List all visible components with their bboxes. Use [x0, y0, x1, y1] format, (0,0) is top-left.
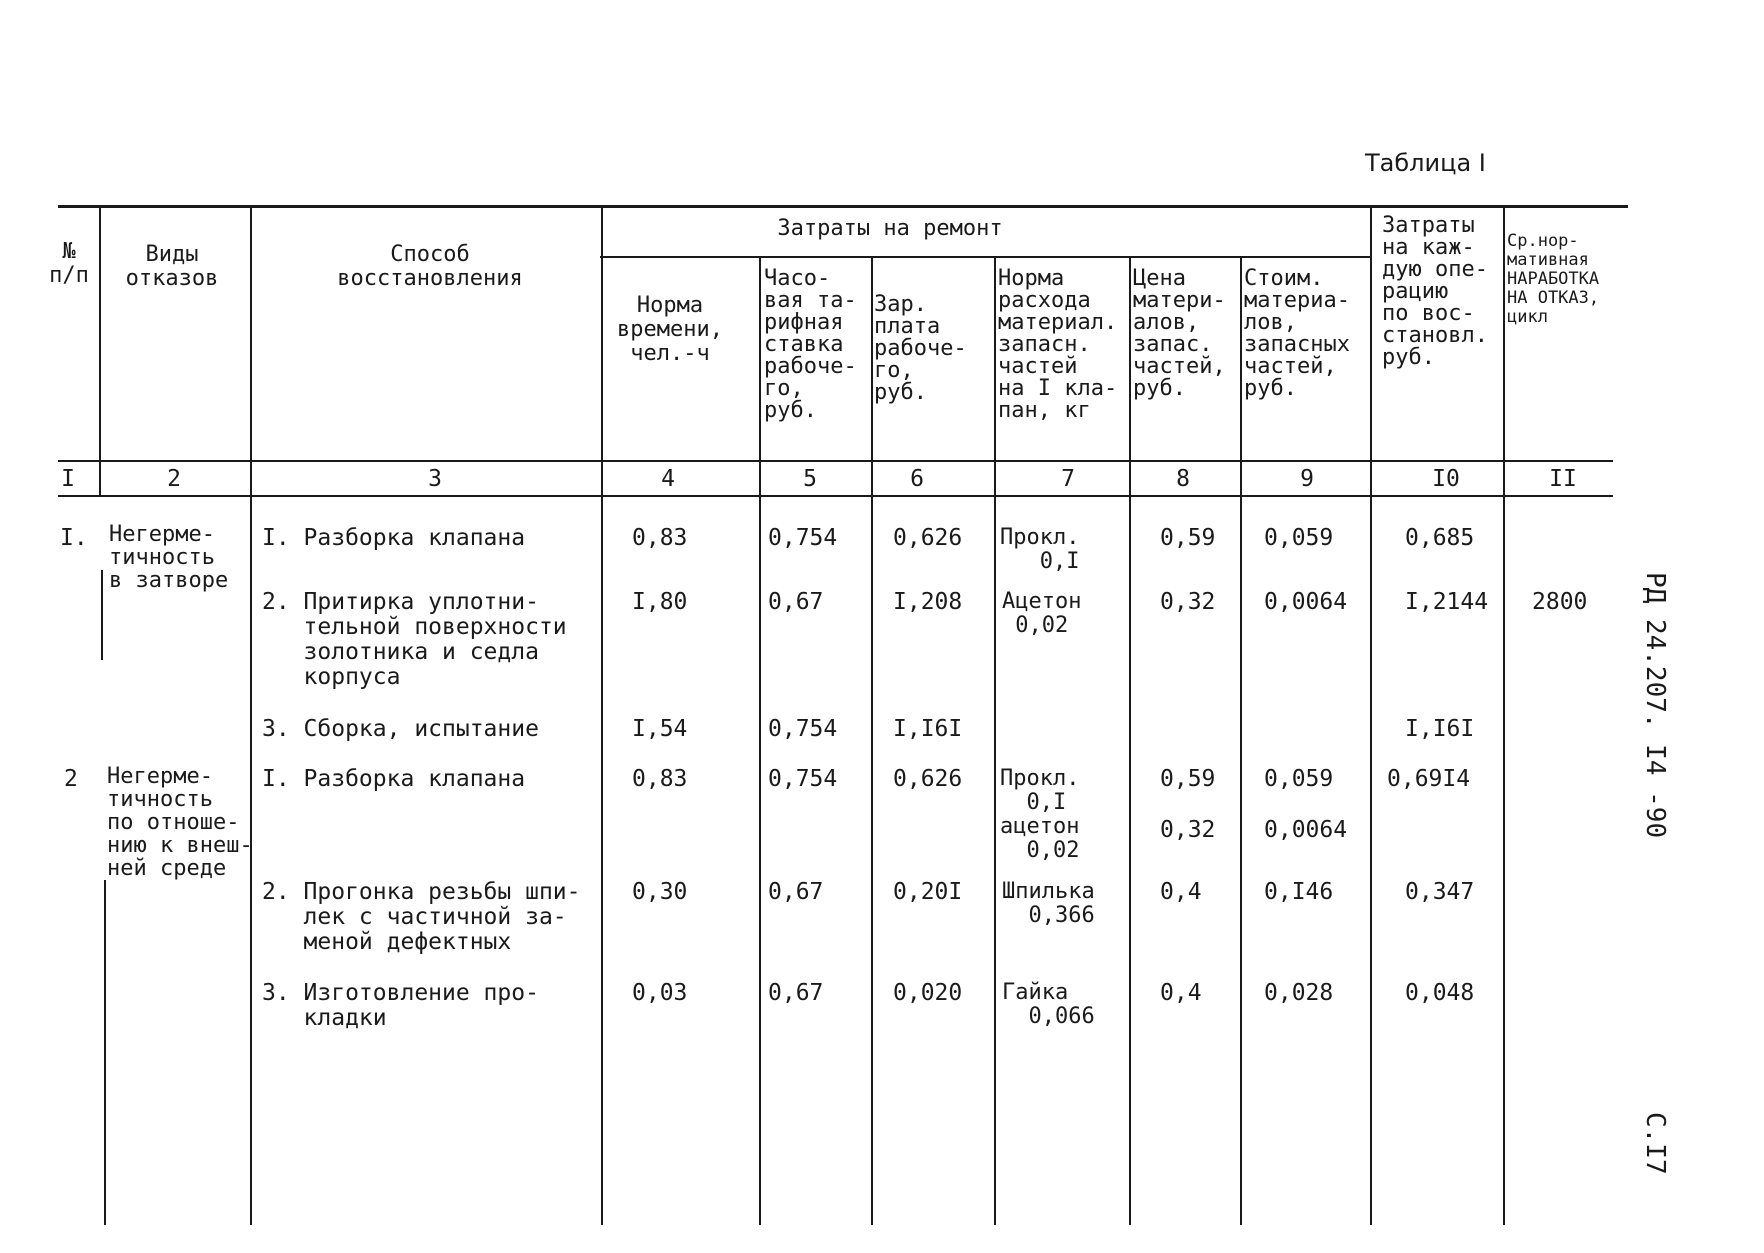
header-repair-group: Затраты на ремонт: [777, 216, 1003, 241]
row1-op3-total: I,I6I: [1405, 716, 1475, 742]
row1-number: I.: [60, 525, 88, 551]
header-bottom-rule: [58, 460, 1613, 462]
row1-op1-material: Прокл. 0,I: [1000, 525, 1080, 574]
col-sep-3: [601, 206, 603, 1225]
row1-op1-method: I. Разборка клапана: [262, 525, 526, 551]
row2-op1-price: 0,59: [1160, 766, 1216, 792]
row1-op2-rate: 0,67: [768, 589, 824, 615]
colnum-8: 8: [1176, 466, 1190, 492]
row2-op1-cost: 0,059: [1264, 766, 1334, 792]
col-sep-10: [1503, 206, 1505, 1225]
row1-op2-total: I,2144: [1405, 589, 1489, 615]
row2-op1-pay: 0,626: [893, 766, 963, 792]
header-col6: Зар. плата рабоче- го, руб.: [874, 292, 967, 405]
header-col11: Ср.нор- мативная НАРАБОТКА НА ОТКАЗ, цикл: [1507, 231, 1600, 327]
row1-op3-pay: I,I6I: [893, 716, 963, 742]
header-col9: Стоим. материа- лов, запасных частей, руб.: [1244, 266, 1350, 401]
side-document-code: РД 24.207. I4 -90: [1640, 572, 1670, 839]
colnum-9: 9: [1300, 466, 1314, 492]
row2-number: 2: [64, 766, 78, 792]
row2-op2-method: 2. Прогонка резьбы шпи- лек с частичной за- меной дефектных: [262, 879, 581, 955]
row2-op2-norm: 0,30: [632, 879, 688, 905]
row2-op2-rate: 0,67: [768, 879, 824, 905]
row2-op1-method: I. Разборка клапана: [262, 766, 526, 792]
header-col3: Способ восстановления: [337, 242, 523, 291]
col-sep-1-low: [104, 880, 106, 1225]
row2-op3-method: 3. Изготовление про- кладки: [262, 980, 539, 1031]
colnum-1: I: [61, 466, 75, 492]
repair-group-rule: [600, 256, 1370, 258]
header-col7: Норма расхода материал. запасн. частей на I кла- пан, кг: [998, 266, 1118, 423]
col-sep-1-head: [99, 206, 101, 496]
colnum-3: 3: [428, 466, 442, 492]
row1-op1-pay: 0,626: [893, 525, 963, 551]
header-col4: Норма времени, чел.-ч: [617, 293, 723, 366]
row2-op3-pay: 0,020: [893, 980, 963, 1006]
row2-op1-price-2: 0,32: [1160, 817, 1216, 843]
row1-op1-cost: 0,059: [1264, 525, 1334, 551]
row1-op2-pay: I,208: [893, 589, 963, 615]
row2-op1-total: 0,69I4: [1387, 766, 1471, 792]
colnum-4: 4: [661, 466, 675, 492]
row2-op2-pay: 0,20I: [893, 879, 963, 905]
colnum-6: 6: [910, 466, 924, 492]
colnum-11: II: [1549, 466, 1577, 492]
row2-op2-material: Шпилька 0,366: [1002, 879, 1095, 928]
table-caption: Таблица I: [1365, 149, 1486, 177]
row2-failure-type: Негерме- тичность по отноше- нию к внеш- ней среде: [107, 764, 253, 881]
row2-op2-total: 0,347: [1405, 879, 1475, 905]
header-col1: № п/п: [49, 239, 89, 288]
row2-op1-norm: 0,83: [632, 766, 688, 792]
row1-op1-rate: 0,754: [768, 525, 838, 551]
row1-op1-total: 0,685: [1405, 525, 1475, 551]
row2-op3-price: 0,4: [1160, 980, 1202, 1006]
row2-op3-norm: 0,03: [632, 980, 688, 1006]
row2-op3-cost: 0,028: [1264, 980, 1334, 1006]
col-sep-4: [759, 257, 761, 1225]
col-sep-2: [250, 206, 252, 1225]
row1-mtbf: 2800: [1532, 589, 1588, 615]
col-sep-7: [1129, 257, 1131, 1225]
colnum-2: 2: [167, 466, 181, 492]
row2-op1-rate: 0,754: [768, 766, 838, 792]
header-col8: Цена матери- алов, запас. частей, руб.: [1133, 266, 1226, 401]
col-sep-9: [1370, 206, 1372, 1225]
table-top-rule: [58, 205, 1628, 208]
row2-op2-price: 0,4: [1160, 879, 1202, 905]
row1-op2-material: Ацетон 0,02: [1002, 589, 1082, 638]
colnum-5: 5: [803, 466, 817, 492]
row2-op3-material: Гайка 0,066: [1002, 980, 1095, 1029]
side-page-number: С.I7: [1640, 1112, 1670, 1175]
colnum-10: I0: [1432, 466, 1460, 492]
row1-op1-norm: 0,83: [632, 525, 688, 551]
colnum-7: 7: [1061, 466, 1075, 492]
row2-op1-cost-2: 0,0064: [1264, 817, 1348, 843]
row1-failure-type: Негерме- тичность в затворе: [109, 522, 229, 593]
row2-op2-cost: 0,I46: [1264, 879, 1334, 905]
col-sep-5: [871, 257, 873, 1225]
row1-op3-norm: I,54: [632, 716, 688, 742]
row1-op3-method: 3. Сборка, испытание: [262, 716, 539, 742]
colnum-bottom-rule: [58, 495, 1613, 497]
row1-op2-cost: 0,0064: [1264, 589, 1348, 615]
header-col10: Затраты на каж- дую опе- рацию по вос- становл. руб.: [1382, 213, 1488, 370]
col-sep-6: [994, 257, 996, 1225]
row1-op2-method: 2. Притирка уплотни- тельной поверхности золотника и седла корпуса: [262, 589, 567, 690]
row2-op1-material: Прокл. 0,I ацетон 0,02: [1000, 766, 1080, 863]
row1-op2-price: 0,32: [1160, 589, 1216, 615]
row1-op3-rate: 0,754: [768, 716, 838, 742]
row1-op1-price: 0,59: [1160, 525, 1216, 551]
row2-op3-total: 0,048: [1405, 980, 1475, 1006]
row2-op3-rate: 0,67: [768, 980, 824, 1006]
row1-op2-norm: I,80: [632, 589, 688, 615]
col-sep-1-frag: [101, 570, 103, 660]
header-col2: Виды отказов: [125, 242, 219, 291]
header-col5: Часо- вая та- рифная ставка рабоче- го, руб.: [764, 266, 857, 423]
col-sep-8: [1240, 257, 1242, 1225]
